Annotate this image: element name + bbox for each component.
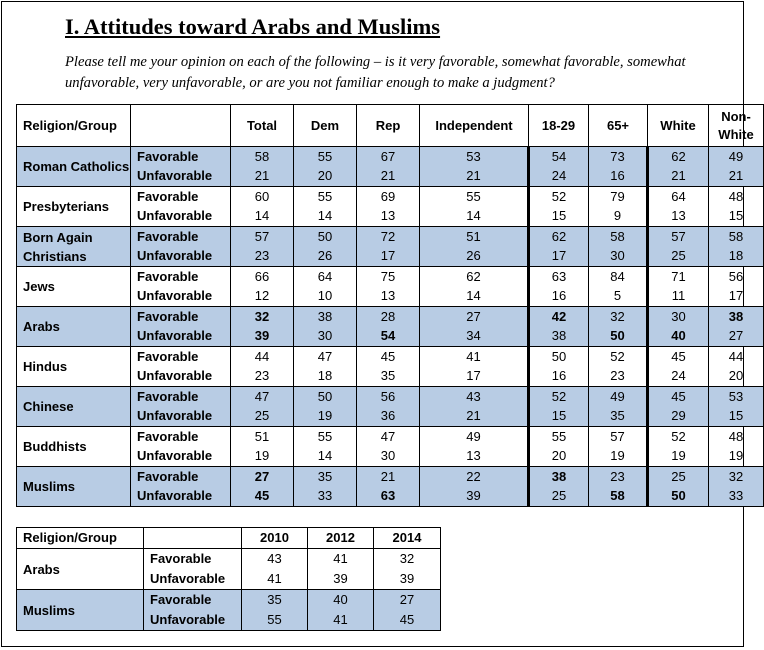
- value-cell: 47: [294, 347, 357, 367]
- value-cell: 14: [420, 207, 529, 227]
- value-cell: 14: [294, 447, 357, 467]
- column-header-2012: 2012: [308, 528, 374, 549]
- favorable-label: Favorable: [131, 427, 231, 447]
- table-row: [17, 427, 764, 447]
- table-row: [17, 267, 764, 287]
- value-cell: 24: [529, 167, 589, 187]
- value-cell: 48: [709, 187, 764, 207]
- value-cell: 71: [648, 267, 709, 287]
- value-cell: 62: [648, 147, 709, 167]
- unfavorable-label: Unfavorable: [131, 407, 231, 427]
- value-cell: 23: [231, 247, 294, 267]
- table-row: [17, 147, 764, 167]
- value-cell: 15: [709, 407, 764, 427]
- value-cell: 11: [648, 287, 709, 307]
- value-cell: 40: [308, 590, 374, 611]
- value-cell: 44: [231, 347, 294, 367]
- value-cell: 53: [420, 147, 529, 167]
- header-row: [17, 105, 764, 147]
- value-cell: 39: [374, 569, 441, 590]
- column-header-18-29: 18-29: [529, 105, 589, 147]
- value-cell: 32: [589, 307, 648, 327]
- value-cell: 26: [420, 247, 529, 267]
- value-cell: 25: [648, 247, 709, 267]
- column-header-2014: 2014: [374, 528, 441, 549]
- value-cell: 14: [231, 207, 294, 227]
- value-cell: 56: [357, 387, 420, 407]
- value-cell: 13: [648, 207, 709, 227]
- value-cell: 58: [231, 147, 294, 167]
- value-cell: 58: [589, 227, 648, 247]
- value-cell: 53: [709, 387, 764, 407]
- value-cell: 13: [357, 287, 420, 307]
- value-cell: 55: [294, 147, 357, 167]
- value-cell: 52: [648, 427, 709, 447]
- table-row: [17, 307, 764, 327]
- value-cell: 14: [420, 287, 529, 307]
- value-cell: 16: [529, 367, 589, 387]
- value-cell: 63: [357, 487, 420, 507]
- value-cell: 24: [648, 367, 709, 387]
- sentiment-column-header: [144, 528, 242, 549]
- value-cell: 55: [529, 427, 589, 447]
- value-cell: 49: [420, 427, 529, 447]
- group-label: Muslims: [17, 590, 144, 631]
- value-cell: 45: [231, 487, 294, 507]
- value-cell: 41: [308, 549, 374, 570]
- value-cell: 64: [648, 187, 709, 207]
- unfavorable-label: Unfavorable: [131, 447, 231, 467]
- value-cell: 19: [589, 447, 648, 467]
- column-header-non-white: Non-White: [709, 105, 764, 147]
- group-label: Jews: [17, 267, 131, 307]
- value-cell: 38: [294, 307, 357, 327]
- value-cell: 13: [357, 207, 420, 227]
- unfavorable-label: Unfavorable: [131, 367, 231, 387]
- value-cell: 32: [231, 307, 294, 327]
- value-cell: 44: [709, 347, 764, 367]
- value-cell: 21: [709, 167, 764, 187]
- value-cell: 20: [294, 167, 357, 187]
- value-cell: 50: [529, 347, 589, 367]
- group-label: Presbyterians: [17, 187, 131, 227]
- group-label: Hindus: [17, 347, 131, 387]
- value-cell: 84: [589, 267, 648, 287]
- value-cell: 15: [709, 207, 764, 227]
- value-cell: 69: [357, 187, 420, 207]
- value-cell: 79: [589, 187, 648, 207]
- favorable-label: Favorable: [144, 549, 242, 570]
- favorable-label: Favorable: [144, 590, 242, 611]
- value-cell: 17: [709, 287, 764, 307]
- value-cell: 73: [589, 147, 648, 167]
- value-cell: 15: [529, 207, 589, 227]
- value-cell: 25: [231, 407, 294, 427]
- unfavorable-label: Unfavorable: [131, 247, 231, 267]
- value-cell: 32: [374, 549, 441, 570]
- value-cell: 50: [589, 327, 648, 347]
- value-cell: 43: [420, 387, 529, 407]
- table-row: [17, 227, 764, 247]
- value-cell: 45: [648, 387, 709, 407]
- value-cell: 35: [589, 407, 648, 427]
- survey-question: Please tell me your opinion on each of the following – is it very favorable, somewhat favorable, somewhat unfavorable, very unfavorable, or are you not familiar enough to make a judgment?: [65, 54, 686, 91]
- group-label: Chinese: [17, 387, 131, 427]
- page-title: I. Attitudes toward Arabs and Muslims: [65, 14, 441, 39]
- value-cell: 14: [294, 207, 357, 227]
- value-cell: 19: [709, 447, 764, 467]
- value-cell: 38: [529, 327, 589, 347]
- value-cell: 39: [420, 487, 529, 507]
- value-cell: 42: [529, 307, 589, 327]
- value-cell: 17: [357, 247, 420, 267]
- value-cell: 27: [709, 327, 764, 347]
- value-cell: 30: [294, 327, 357, 347]
- unfavorable-label: Unfavorable: [131, 287, 231, 307]
- value-cell: 25: [648, 467, 709, 487]
- value-cell: 50: [294, 387, 357, 407]
- value-cell: 15: [529, 407, 589, 427]
- value-cell: 58: [709, 227, 764, 247]
- value-cell: 41: [242, 569, 308, 590]
- favorable-label: Favorable: [131, 187, 231, 207]
- group-column-header: Religion/Group: [17, 528, 144, 549]
- value-cell: 66: [231, 267, 294, 287]
- column-header-rep: Rep: [357, 105, 420, 147]
- value-cell: 33: [294, 487, 357, 507]
- value-cell: 19: [231, 447, 294, 467]
- value-cell: 26: [294, 247, 357, 267]
- value-cell: 47: [231, 387, 294, 407]
- table-row: [17, 590, 441, 611]
- value-cell: 57: [589, 427, 648, 447]
- value-cell: 45: [357, 347, 420, 367]
- value-cell: 13: [420, 447, 529, 467]
- value-cell: 21: [231, 167, 294, 187]
- favorable-label: Favorable: [131, 307, 231, 327]
- value-cell: 52: [529, 187, 589, 207]
- group-label: Muslims: [17, 467, 131, 507]
- value-cell: 21: [357, 467, 420, 487]
- value-cell: 45: [648, 347, 709, 367]
- unfavorable-label: Unfavorable: [144, 610, 242, 631]
- value-cell: 75: [357, 267, 420, 287]
- column-header-independent: Independent: [420, 105, 529, 147]
- value-cell: 62: [420, 267, 529, 287]
- value-cell: 51: [231, 427, 294, 447]
- value-cell: 54: [357, 327, 420, 347]
- favorable-label: Favorable: [131, 467, 231, 487]
- value-cell: 67: [357, 147, 420, 167]
- value-cell: 30: [648, 307, 709, 327]
- value-cell: 47: [357, 427, 420, 447]
- group-label: Arabs: [17, 307, 131, 347]
- unfavorable-label: Unfavorable: [131, 487, 231, 507]
- value-cell: 21: [648, 167, 709, 187]
- favorable-label: Favorable: [131, 227, 231, 247]
- group-label: Born Again Christians: [17, 227, 131, 267]
- value-cell: 21: [357, 167, 420, 187]
- value-cell: 25: [529, 487, 589, 507]
- header-row: [17, 528, 441, 549]
- value-cell: 45: [374, 610, 441, 631]
- value-cell: 27: [231, 467, 294, 487]
- group-column-header: Religion/Group: [17, 105, 131, 147]
- value-cell: 72: [357, 227, 420, 247]
- value-cell: 35: [294, 467, 357, 487]
- value-cell: 57: [231, 227, 294, 247]
- favorable-label: Favorable: [131, 387, 231, 407]
- value-cell: 23: [231, 367, 294, 387]
- column-header-white: White: [648, 105, 709, 147]
- value-cell: 60: [231, 187, 294, 207]
- value-cell: 35: [357, 367, 420, 387]
- column-header-dem: Dem: [294, 105, 357, 147]
- value-cell: 41: [308, 610, 374, 631]
- value-cell: 50: [648, 487, 709, 507]
- table-row: [17, 347, 764, 367]
- value-cell: 39: [308, 569, 374, 590]
- value-cell: 16: [589, 167, 648, 187]
- table-row: [17, 467, 764, 487]
- attitudes-by-demographic-table: [16, 104, 764, 507]
- value-cell: 51: [420, 227, 529, 247]
- unfavorable-label: Unfavorable: [131, 167, 231, 187]
- value-cell: 48: [709, 427, 764, 447]
- value-cell: 5: [589, 287, 648, 307]
- value-cell: 32: [709, 467, 764, 487]
- value-cell: 49: [589, 387, 648, 407]
- value-cell: 49: [709, 147, 764, 167]
- sentiment-column-header: [131, 105, 231, 147]
- value-cell: 43: [242, 549, 308, 570]
- favorable-label: Favorable: [131, 267, 231, 287]
- value-cell: 21: [420, 167, 529, 187]
- value-cell: 30: [589, 247, 648, 267]
- favorable-label: Favorable: [131, 347, 231, 367]
- group-label: Buddhists: [17, 427, 131, 467]
- value-cell: 29: [648, 407, 709, 427]
- value-cell: 22: [420, 467, 529, 487]
- value-cell: 17: [529, 247, 589, 267]
- value-cell: 58: [589, 487, 648, 507]
- value-cell: 38: [529, 467, 589, 487]
- value-cell: 16: [529, 287, 589, 307]
- value-cell: 17: [420, 367, 529, 387]
- value-cell: 63: [529, 267, 589, 287]
- value-cell: 21: [420, 407, 529, 427]
- value-cell: 9: [589, 207, 648, 227]
- value-cell: 18: [709, 247, 764, 267]
- value-cell: 52: [589, 347, 648, 367]
- value-cell: 55: [420, 187, 529, 207]
- value-cell: 20: [709, 367, 764, 387]
- value-cell: 55: [242, 610, 308, 631]
- value-cell: 18: [294, 367, 357, 387]
- value-cell: 27: [420, 307, 529, 327]
- value-cell: 41: [420, 347, 529, 367]
- value-cell: 12: [231, 287, 294, 307]
- unfavorable-label: Unfavorable: [144, 569, 242, 590]
- value-cell: 56: [709, 267, 764, 287]
- table-row: [17, 187, 764, 207]
- favorable-label: Favorable: [131, 147, 231, 167]
- value-cell: 19: [294, 407, 357, 427]
- unfavorable-label: Unfavorable: [131, 327, 231, 347]
- column-header-2010: 2010: [242, 528, 308, 549]
- value-cell: 50: [294, 227, 357, 247]
- value-cell: 55: [294, 187, 357, 207]
- value-cell: 20: [529, 447, 589, 467]
- value-cell: 55: [294, 427, 357, 447]
- value-cell: 27: [374, 590, 441, 611]
- value-cell: 40: [648, 327, 709, 347]
- value-cell: 23: [589, 467, 648, 487]
- value-cell: 30: [357, 447, 420, 467]
- unfavorable-label: Unfavorable: [131, 207, 231, 227]
- value-cell: 57: [648, 227, 709, 247]
- value-cell: 39: [231, 327, 294, 347]
- group-label: Arabs: [17, 549, 144, 590]
- value-cell: 36: [357, 407, 420, 427]
- table-row: [17, 549, 441, 570]
- trend-table: [16, 527, 441, 631]
- value-cell: 62: [529, 227, 589, 247]
- value-cell: 54: [529, 147, 589, 167]
- value-cell: 19: [648, 447, 709, 467]
- value-cell: 38: [709, 307, 764, 327]
- group-label: Roman Catholics: [17, 147, 131, 187]
- value-cell: 34: [420, 327, 529, 347]
- value-cell: 64: [294, 267, 357, 287]
- column-header-total: Total: [231, 105, 294, 147]
- table-row: [17, 387, 764, 407]
- value-cell: 23: [589, 367, 648, 387]
- value-cell: 35: [242, 590, 308, 611]
- value-cell: 28: [357, 307, 420, 327]
- value-cell: 10: [294, 287, 357, 307]
- value-cell: 33: [709, 487, 764, 507]
- value-cell: 52: [529, 387, 589, 407]
- column-header-65-: 65+: [589, 105, 648, 147]
